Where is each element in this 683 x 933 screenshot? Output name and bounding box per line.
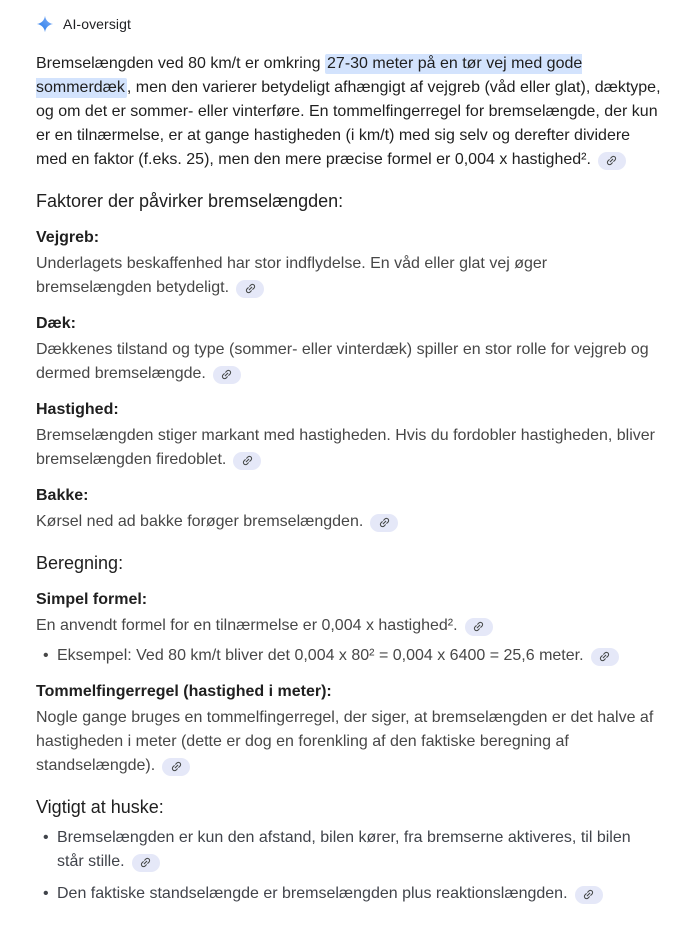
list-item [36,882,661,906]
example-list [36,644,665,668]
link-icon [603,151,621,169]
ai-overview-title: AI-oversigt [63,16,132,32]
intro-text-post: , men den varierer betydeligt afhængigt af vejgreb (våd eller glat), dæktype, og om det er sommer- eller vinterføre. En tommelfingerregel for bremselængde, der kun er en tilnærmelse, er at gange hastigheden (i km/t) med sig selv og derefter dividere med en faktor (f.eks. 25), men den mere præcise formel er 0,004 x hastighed². [36,79,661,168]
source-link-chip[interactable] [162,758,190,776]
factor-label-bakke: Bakke: [36,487,89,504]
link-icon [595,647,613,665]
simple-formula-text [36,614,665,638]
important-list [36,826,665,906]
calculation-heading: Beregning: [36,553,124,573]
factor-text: Kørsel ned ad bakke forøger bremselængden. [36,513,364,530]
source-link-chip[interactable] [598,152,626,170]
factor-text: Bremselængden stiger markant med hastigheden. Hvis du fordobler hastigheden, bliver bremselængden firedoblet. [36,427,656,468]
factor-label-daek: Dæk: [36,315,77,332]
link-icon [375,513,393,531]
factor-label-hastighed: Hastighed: [36,401,119,418]
link-icon [218,365,236,383]
rule-of-thumb-text [36,706,665,778]
factor-text: Dækkenes tilstand og type (sommer- eller vinterdæk) spiller en stor rolle for vejgreb og dermed bremselængde. [36,341,649,382]
factors-heading: Faktorer der påvirker bremselængden: [36,191,344,211]
factor-text-vejgreb [36,252,665,300]
factor-text-daek [36,338,665,386]
factor-text-hastighed [36,424,665,472]
source-link-chip[interactable] [465,618,493,636]
sparkle-icon [36,15,54,33]
source-link-chip[interactable] [370,514,398,532]
important-text: Bremselængden er kun den afstand, bilen kører, fra bremserne aktiveres, til bilen står stille. [57,829,631,870]
source-link-chip[interactable] [591,648,619,666]
intro-paragraph [36,52,665,172]
example-text: Eksempel: Ved 80 km/t bliver det 0,004 x 80² = 0,004 x 6400 = 25,6 meter. [57,647,584,664]
important-text: Den faktiske standselængde er bremselængden plus reaktionslængden. [57,885,568,902]
list-item [36,826,661,874]
link-icon [136,853,154,871]
intro-highlight[interactable]: 27-30 meter på en tør vej med gode sommerdæk [36,55,583,96]
source-link-chip[interactable] [236,280,264,298]
rule-of-thumb-label: Tommelfingerregel (hastighed i meter): [36,683,332,700]
intro-text-pre: Bremselængden ved 80 km/t er omkring [36,55,326,72]
rule-text: Nogle gange bruges en tommelfingerregel, der siger, at bremselængden er det halve af hastigheden i meter (dette er dog en forenkling af den faktiske beregning af standselængde). [36,709,654,774]
source-link-chip[interactable] [213,366,241,384]
important-heading: Vigtigt at huske: [36,797,164,817]
source-link-chip[interactable] [132,854,160,872]
simple-formula-label: Simpel formel: [36,591,148,608]
ai-overview-header [36,14,665,34]
link-icon [241,279,259,297]
link-icon [167,757,185,775]
factor-text-bakke [36,510,665,534]
formula-text: En anvendt formel for en tilnærmelse er 0,004 x hastighed². [36,617,458,634]
source-link-chip[interactable] [575,886,603,904]
link-icon [579,885,597,903]
source-link-chip[interactable] [233,452,261,470]
factor-text: Underlagets beskaffenhed har stor indflydelse. En våd eller glat vej øger bremselængden betydeligt. [36,255,548,296]
list-item [36,644,661,668]
link-icon [238,451,256,469]
link-icon [469,617,487,635]
factor-label-vejgreb: Vejgreb: [36,229,100,246]
